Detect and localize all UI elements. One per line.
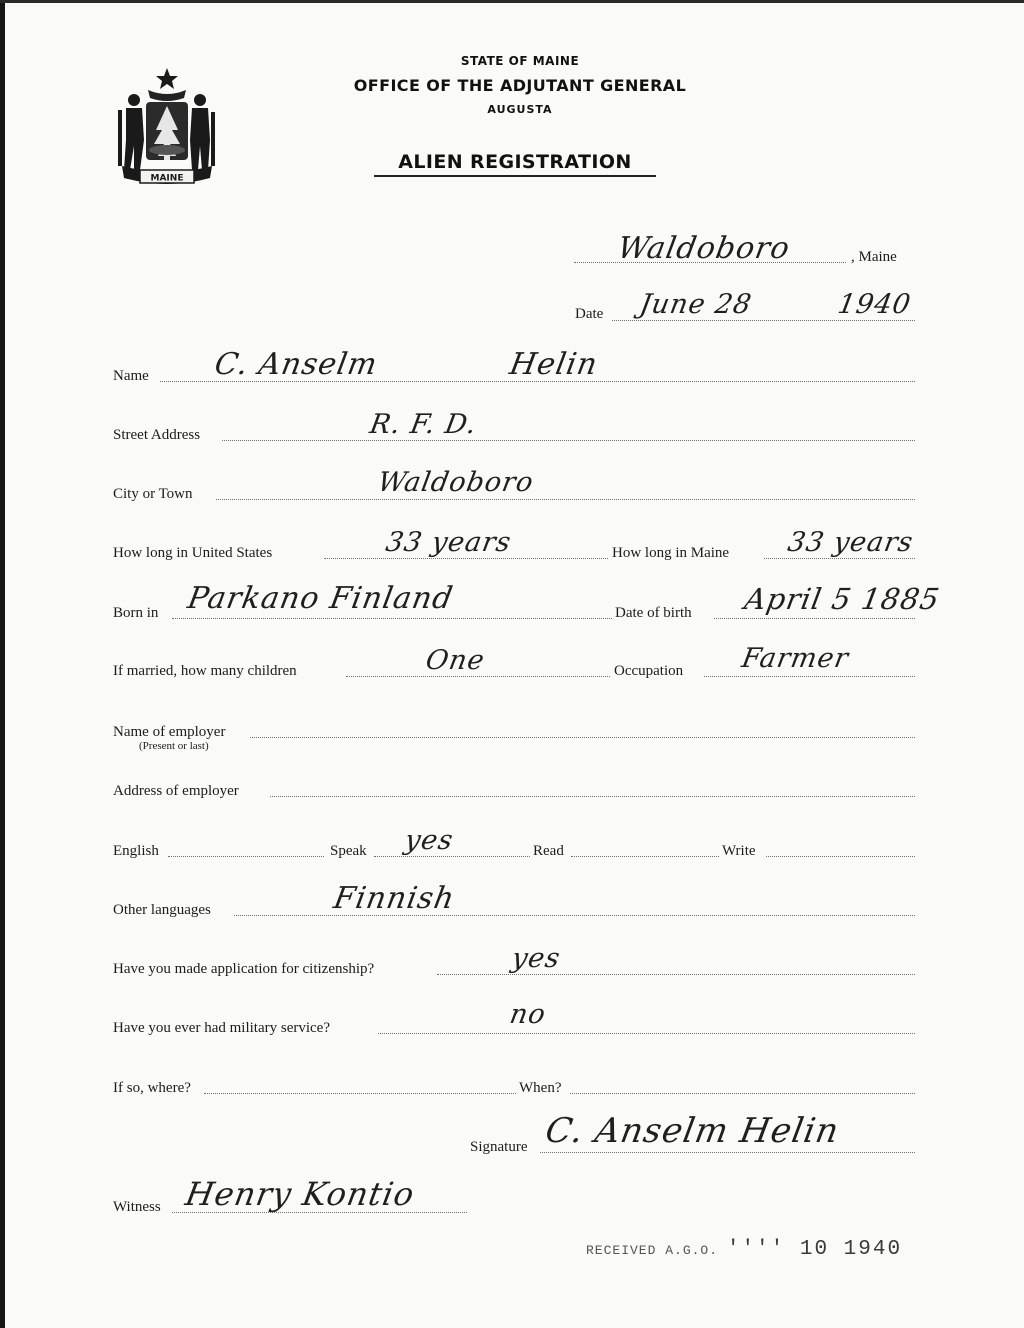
english-line [168, 856, 324, 857]
other-languages-label: Other languages [113, 902, 211, 918]
witness-value[interactable]: Henry Kontio [182, 1175, 418, 1213]
date-label: Date [575, 306, 604, 322]
header-state: STATE OF MAINE [460, 54, 580, 68]
witness-label: Witness [113, 1199, 161, 1215]
born-in-line [172, 618, 612, 619]
date-of-birth-value[interactable]: April 5 1885 [742, 582, 943, 616]
employer-address-line [270, 796, 915, 797]
date-line [612, 320, 915, 321]
form-title: ALIEN REGISTRATION [374, 151, 656, 177]
how-long-us-label: How long in United States [113, 545, 273, 561]
write-line [766, 856, 915, 857]
header-city: AUGUSTA [487, 103, 553, 116]
military-value[interactable]: no [507, 999, 549, 1030]
speak-line [374, 856, 530, 857]
date-year-value[interactable]: 1940 [835, 289, 914, 320]
military-line [378, 1033, 915, 1034]
signature-label: Signature [470, 1139, 528, 1155]
employer-name-label: Name of employer [113, 724, 226, 740]
signature-value[interactable]: C. Anselm Helin [542, 1111, 843, 1151]
children-line [346, 676, 610, 677]
street-address-line [222, 440, 915, 441]
employer-address-label: Address of employer [113, 783, 239, 799]
occupation-label: Occupation [614, 663, 684, 679]
when-line [570, 1093, 915, 1094]
scan-edge [0, 0, 5, 1328]
english-label: English [113, 843, 159, 859]
read-line [571, 856, 719, 857]
when-label: When? [519, 1080, 562, 1096]
name-label: Name [113, 368, 149, 384]
maine-label: , Maine [851, 249, 897, 265]
speak-value[interactable]: yes [402, 825, 456, 856]
occupation-value[interactable]: Farmer [739, 643, 852, 674]
military-label: Have you ever had military service? [113, 1020, 330, 1036]
citizenship-value[interactable]: yes [509, 943, 563, 974]
where-line [204, 1093, 516, 1094]
children-label: If married, how many children [113, 663, 297, 679]
state-seal-icon [112, 66, 222, 192]
read-label: Read [533, 843, 564, 859]
received-stamp [586, 1238, 902, 1261]
town-value[interactable]: Waldoboro [615, 231, 793, 266]
speak-label: Speak [330, 843, 367, 859]
occupation-line [704, 676, 915, 677]
other-languages-value[interactable]: Finnish [331, 881, 458, 916]
signature-line [540, 1152, 915, 1153]
how-long-maine-label: How long in Maine [612, 545, 730, 561]
children-value[interactable]: One [423, 645, 488, 676]
date-month-day-value[interactable]: June 28 [637, 289, 755, 320]
write-label: Write [722, 843, 756, 859]
how-long-us-value[interactable]: 33 years [383, 527, 514, 558]
city-line [216, 499, 915, 500]
city-value[interactable]: Waldoboro [375, 467, 537, 498]
how-long-maine-line [764, 558, 915, 559]
street-address-label: Street Address [113, 427, 201, 443]
received-stamp-date: '''' 10 1940 [726, 1238, 903, 1261]
citizenship-line [437, 974, 915, 975]
born-in-value[interactable]: Parkano Finland [185, 581, 456, 616]
street-address-value[interactable]: R. F. D. [367, 409, 480, 440]
where-label: If so, where? [113, 1080, 191, 1096]
employer-name-line [250, 737, 915, 738]
date-of-birth-label: Date of birth [615, 605, 692, 621]
name-given-value[interactable]: C. Anselm [212, 347, 381, 382]
how-long-us-line [324, 558, 608, 559]
date-of-birth-line [714, 618, 915, 619]
scan-edge-top [0, 0, 1024, 3]
city-label: City or Town [113, 486, 193, 502]
citizenship-label: Have you made application for citizenship? [113, 961, 375, 977]
header-office: OFFICE OF THE ADJUTANT GENERAL [353, 76, 687, 95]
how-long-maine-value[interactable]: 33 years [785, 527, 916, 558]
name-family-value[interactable]: Helin [507, 347, 601, 382]
employer-note: (Present or last) [139, 740, 209, 752]
svg-text:MAINE: MAINE [150, 173, 184, 184]
born-in-label: Born in [113, 605, 159, 621]
received-stamp-text: RECEIVED A.G.O. [586, 1243, 719, 1258]
